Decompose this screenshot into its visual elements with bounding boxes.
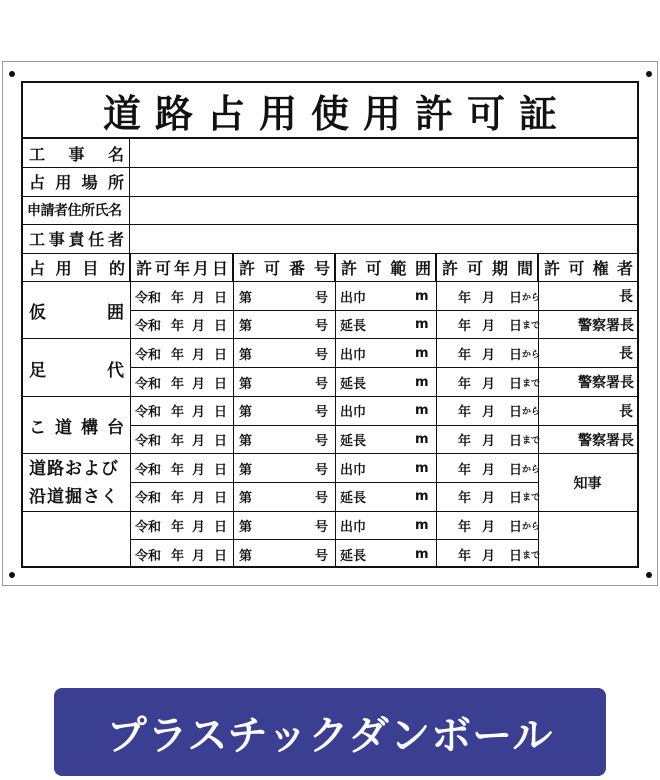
date-day: 日 — [214, 491, 228, 507]
range-width-label: 出巾 — [340, 462, 367, 478]
period-end-suffix: まで — [522, 378, 541, 389]
date-year: 年 — [171, 462, 185, 478]
period-year: 年 — [458, 347, 472, 363]
range-length-label: 延長 — [340, 491, 367, 507]
column-line — [335, 253, 336, 566]
authority-top: 長 — [619, 346, 633, 363]
number-go: 号 — [315, 491, 329, 507]
header-purpose: 占 用 目 的 — [23, 253, 130, 281]
period-year: 年 — [458, 376, 472, 392]
period-start-suffix: から — [522, 522, 541, 533]
period-month: 月 — [482, 319, 496, 335]
date-month: 月 — [192, 434, 206, 449]
number-go: 号 — [315, 462, 329, 478]
date-month: 月 — [192, 462, 206, 478]
date-year: 年 — [171, 290, 185, 306]
date-year: 年 — [171, 347, 185, 363]
range-unit: m — [415, 432, 429, 447]
range-length-label: 延長 — [340, 376, 367, 392]
period-start-suffix: から — [522, 292, 541, 303]
header-authority: 許 可 権 者 — [544, 258, 633, 278]
category-label-line2: 沿道掘さく — [29, 486, 119, 507]
range-length-label: 延長 — [340, 319, 367, 335]
header-number: 許 可 番 号 — [233, 253, 335, 281]
number-go: 号 — [315, 347, 329, 363]
date-month: 月 — [192, 347, 206, 363]
authority-bottom: 警察署長 — [578, 317, 634, 334]
date-day: 日 — [214, 376, 228, 392]
date-day: 日 — [214, 520, 228, 536]
category-label: 足 代 — [29, 360, 124, 381]
period-day: 日 から — [509, 347, 541, 363]
period-day: 日 まで — [509, 491, 541, 507]
mount-hole-bottom-left — [9, 572, 15, 578]
material-banner: プラスチックダンボール — [54, 688, 606, 776]
column-line — [233, 253, 234, 566]
info-row — [23, 139, 637, 168]
date-reiwa: 令和 — [135, 491, 162, 507]
category-label-line1: 道路および — [29, 458, 119, 479]
date-reiwa: 令和 — [135, 405, 162, 421]
period-month: 月 — [482, 520, 496, 536]
number-go: 号 — [315, 319, 329, 335]
number-go: 号 — [315, 520, 329, 536]
mount-hole-top-left — [9, 71, 15, 77]
column-line — [130, 253, 131, 566]
date-year: 年 — [171, 520, 185, 536]
range-unit: m — [415, 317, 429, 333]
range-unit: m — [415, 518, 429, 534]
date-month: 月 — [192, 290, 206, 306]
permit-title: 道路占用使用許可証 — [23, 83, 637, 139]
authority-merged: 知事 — [573, 475, 602, 492]
date-year: 年 — [171, 434, 185, 449]
authority-top: 長 — [619, 289, 633, 305]
date-month: 月 — [192, 376, 206, 392]
period-month: 月 — [482, 462, 496, 478]
range-unit: m — [415, 345, 429, 361]
date-year: 年 — [171, 405, 185, 421]
period-day: 日 まで — [509, 434, 541, 449]
date-reiwa: 令和 — [135, 347, 162, 363]
period-day: 日 まで — [509, 376, 541, 392]
range-unit: m — [415, 489, 429, 505]
period-day: 日 まで — [509, 548, 541, 564]
date-month: 月 — [192, 491, 206, 507]
date-day: 日 — [214, 405, 228, 421]
info-label: 工 事 名 — [23, 139, 130, 167]
date-day: 日 — [214, 434, 228, 449]
category-label — [23, 454, 130, 511]
date-year: 年 — [171, 319, 185, 335]
date-reiwa: 令和 — [135, 434, 162, 449]
row-separator — [130, 482, 538, 483]
range-width-label: 出巾 — [340, 520, 367, 536]
number-dai: 第 — [239, 548, 253, 564]
period-year: 年 — [458, 462, 472, 478]
date-day: 日 — [214, 548, 228, 564]
date-year: 年 — [171, 376, 185, 392]
period-day: 日 から — [509, 290, 541, 306]
period-year: 年 — [458, 491, 472, 507]
authority-bottom: 警察署長 — [578, 432, 634, 449]
period-day: 日 から — [509, 520, 541, 536]
date-reiwa: 令和 — [135, 376, 162, 392]
range-length-label: 延長 — [340, 434, 367, 449]
number-dai: 第 — [239, 491, 253, 507]
number-go: 号 — [315, 434, 329, 449]
period-end-suffix: まで — [522, 321, 541, 332]
category-label: 仮 囲 — [29, 303, 124, 324]
range-unit: m — [415, 546, 429, 562]
period-day: 日 から — [509, 462, 541, 478]
mount-hole-top-right — [646, 71, 652, 77]
period-year: 年 — [458, 434, 472, 449]
period-end-suffix: まで — [522, 550, 541, 561]
number-dai: 第 — [239, 290, 253, 306]
range-width-label: 出巾 — [340, 290, 367, 306]
info-label: 申請者住所氏名 — [23, 196, 130, 224]
period-month: 月 — [482, 290, 496, 306]
header-date: 許 可 年 月 日 — [130, 253, 233, 281]
header-range: 許 可 範 囲 — [335, 253, 436, 281]
category-label: こ 道 構 台 — [29, 417, 124, 438]
date-month: 月 — [192, 520, 206, 536]
range-width-label: 出巾 — [340, 405, 367, 421]
date-day: 日 — [214, 319, 228, 335]
date-reiwa: 令和 — [135, 548, 162, 564]
info-row — [23, 225, 637, 254]
number-dai: 第 — [239, 376, 253, 392]
range-unit: m — [415, 403, 429, 419]
column-line — [436, 253, 437, 566]
range-unit: m — [415, 374, 429, 390]
date-day: 日 — [214, 462, 228, 478]
period-day: 日 から — [509, 405, 541, 421]
date-day: 日 — [214, 290, 228, 306]
period-year: 年 — [458, 405, 472, 421]
date-reiwa: 令和 — [135, 462, 162, 478]
period-month: 月 — [482, 434, 496, 449]
permit-form — [21, 81, 639, 568]
period-end-suffix: まで — [522, 436, 541, 446]
date-month: 月 — [192, 548, 206, 564]
period-start-suffix: から — [522, 349, 541, 360]
date-reiwa: 令和 — [135, 520, 162, 536]
number-go: 号 — [315, 405, 329, 421]
number-dai: 第 — [239, 319, 253, 335]
date-reiwa: 令和 — [135, 290, 162, 306]
date-reiwa: 令和 — [135, 319, 162, 335]
period-month: 月 — [482, 376, 496, 392]
date-year: 年 — [171, 491, 185, 507]
period-year: 年 — [458, 520, 472, 536]
header-period: 許 可 期 間 — [436, 253, 538, 281]
info-label: 占 用 場 所 — [23, 168, 130, 196]
number-dai: 第 — [239, 434, 253, 449]
period-start-suffix: から — [522, 407, 541, 418]
number-dai: 第 — [239, 462, 253, 478]
info-row — [23, 168, 637, 197]
authority-top: 長 — [619, 403, 633, 420]
authority-bottom: 警察署長 — [578, 375, 634, 392]
range-unit: m — [415, 460, 429, 476]
range-length-label: 延長 — [340, 548, 367, 564]
number-go: 号 — [315, 548, 329, 564]
period-month: 月 — [482, 491, 496, 507]
period-month: 月 — [482, 347, 496, 363]
period-month: 月 — [482, 548, 496, 564]
info-row — [23, 196, 637, 225]
period-start-suffix: から — [522, 464, 541, 475]
period-day: 日 まで — [509, 319, 541, 335]
date-month: 月 — [192, 405, 206, 421]
range-width-label: 出巾 — [340, 347, 367, 363]
period-year: 年 — [458, 548, 472, 564]
date-day: 日 — [214, 347, 228, 363]
period-month: 月 — [482, 405, 496, 421]
period-year: 年 — [458, 319, 472, 335]
number-dai: 第 — [239, 405, 253, 421]
number-go: 号 — [315, 376, 329, 392]
date-year: 年 — [171, 548, 185, 564]
header-top-line — [23, 253, 637, 254]
row-separator — [130, 539, 538, 540]
period-end-suffix: まで — [522, 493, 541, 504]
range-unit: m — [415, 288, 429, 304]
info-label: 工 事 責 任 者 — [23, 225, 130, 253]
number-dai: 第 — [239, 347, 253, 363]
period-year: 年 — [458, 290, 472, 306]
number-dai: 第 — [239, 520, 253, 536]
number-go: 号 — [315, 290, 329, 306]
mount-hole-bottom-right — [646, 572, 652, 578]
date-month: 月 — [192, 319, 206, 335]
